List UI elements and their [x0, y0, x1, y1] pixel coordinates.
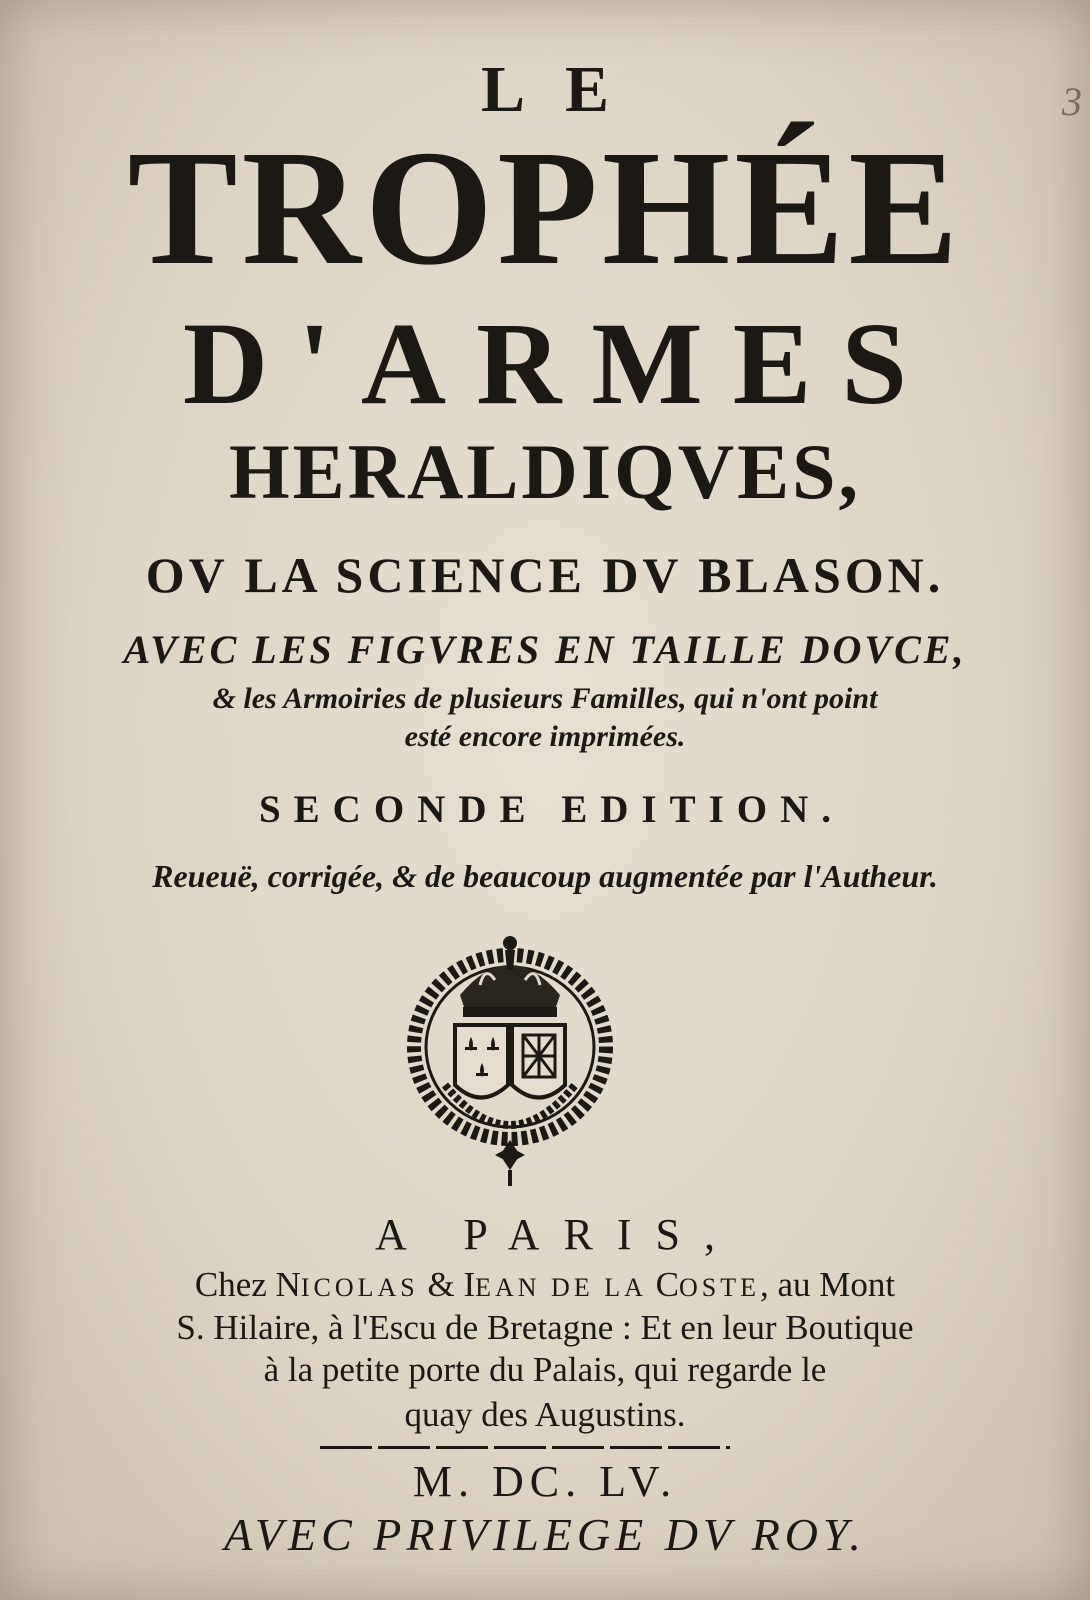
armoiries-line: & les Armoiries de plusieurs Familles, qui n'ont point	[212, 682, 878, 715]
edition-line: SECONDE EDITION.	[258, 788, 845, 831]
imprint-coste-cap: C	[655, 1265, 679, 1304]
imprint-place: A PARIS,	[374, 1210, 740, 1259]
imprint-address-line: S. Hilaire, à l'Escu de Bretagne : Et en leur Boutique	[176, 1308, 914, 1347]
publication-date: M. DC. LV.	[412, 1457, 678, 1506]
imprint-iean-rest: EAN DE LA	[475, 1273, 647, 1302]
este-line: esté encore imprimées.	[404, 720, 686, 753]
imprint-quay-line: quay des Augustins.	[404, 1395, 686, 1434]
figures-line: AVEC LES FIGVRES EN TAILLE DOVCE,	[123, 627, 967, 672]
title-le: LE	[480, 53, 650, 126]
title-darmes: D'ARMES	[182, 298, 938, 429]
imprint-iean-cap: I	[463, 1265, 476, 1304]
imprint-coste-rest: OSTE	[678, 1273, 760, 1302]
privilege-line: AVEC PRIVILEGE DV ROY.	[224, 1509, 866, 1560]
subtitle: OV LA SCIENCE DV BLASON.	[145, 547, 945, 603]
imprint-nicolas-rest: ICOLAS	[300, 1273, 419, 1302]
imprint-ampersand: &	[427, 1265, 455, 1304]
divider-rule	[320, 1446, 730, 1449]
royal-arms-emblem	[405, 925, 615, 1190]
title-trophee: TROPHÉE	[127, 116, 963, 299]
imprint-nicolas-cap: N	[275, 1265, 301, 1304]
imprint-palais-line: à la petite porte du Palais, qui regarde le	[263, 1350, 827, 1389]
imprint-chez: Chez	[194, 1265, 267, 1304]
revision-line: Reueuë, corrigée, & de beaucoup augmentée par l'Autheur.	[152, 858, 938, 894]
title-heraldiques: HERALDIQVES,	[229, 428, 861, 515]
imprint-mont: , au Mont	[759, 1265, 896, 1304]
margin-note: 3	[1062, 79, 1082, 124]
imprint-publisher-line	[0, 1267, 1090, 1302]
